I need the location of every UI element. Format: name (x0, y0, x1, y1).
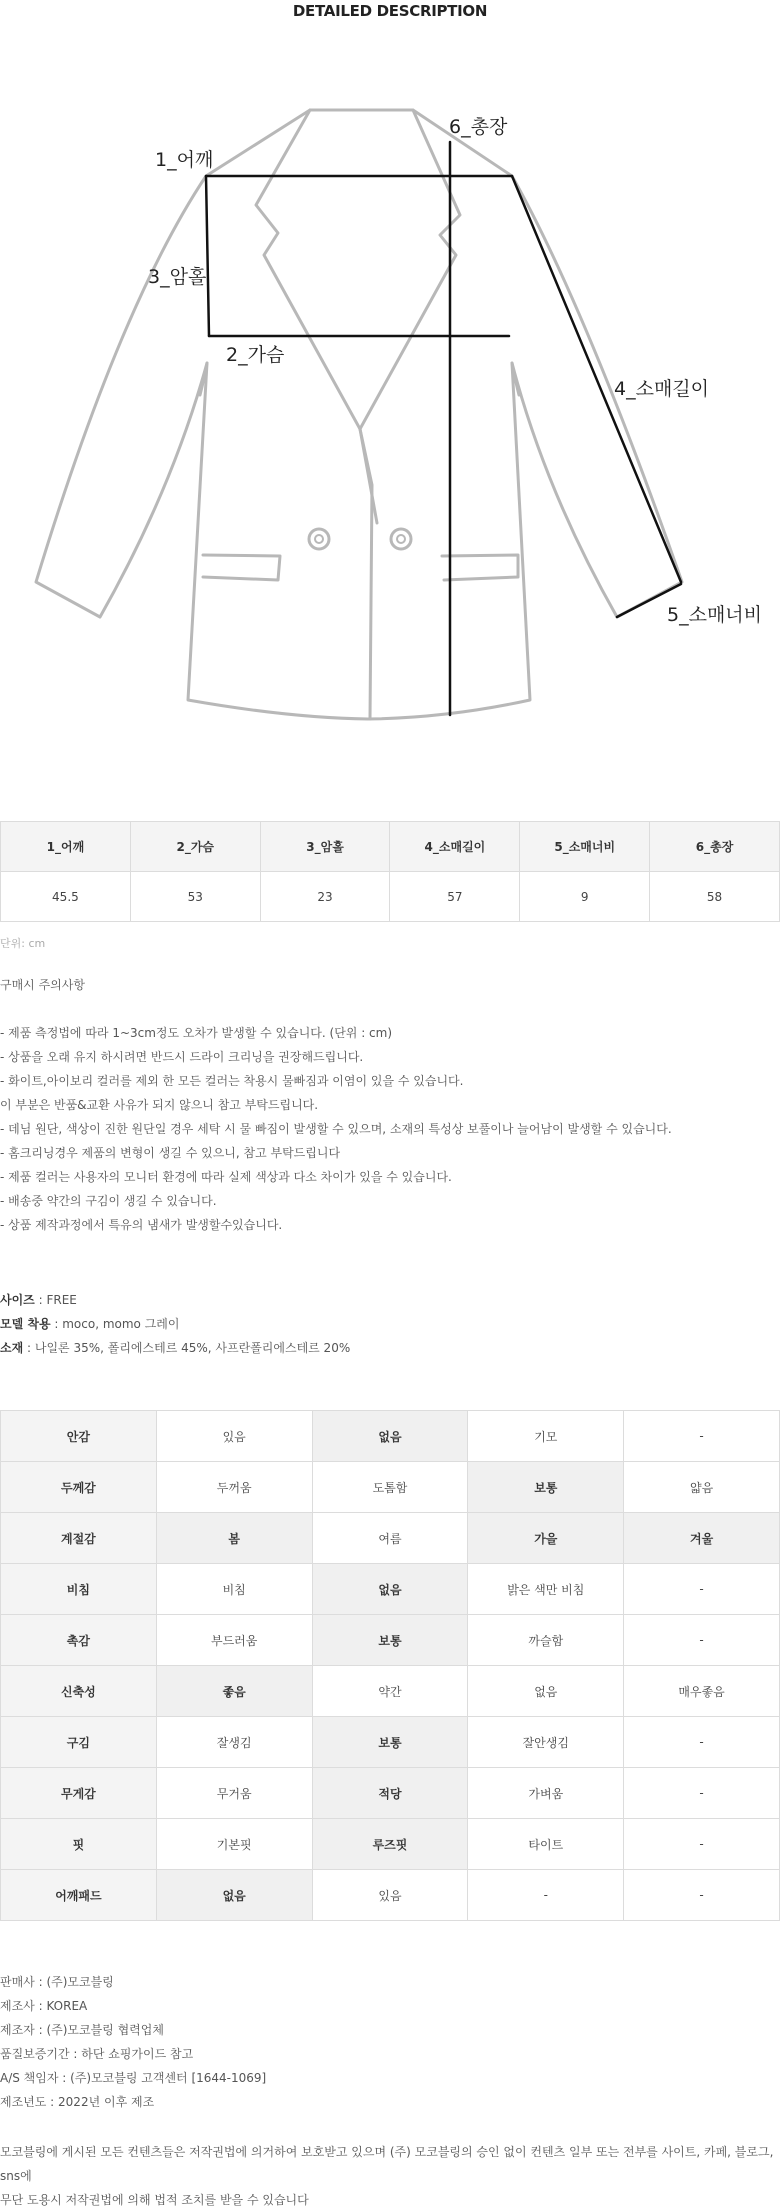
notes-heading: 구매시 주의사항 (0, 978, 85, 992)
fabric-attribute-label: 안감 (1, 1411, 157, 1462)
spec-material-label: 소재 (0, 1341, 24, 1355)
copyright-line: 모코블링에 게시된 모든 컨텐츠들은 저작권법에 의거하여 보호받고 있으며 (주) 모코블링의 승인 없이 컨텐츠 일부 또는 전부를 사이트, 카페, 블로그, sns에 (0, 2145, 774, 2183)
info-line: 제조년도 : 2022년 이후 제조 (0, 2095, 155, 2109)
fabric-option-cell: 여름 (312, 1513, 468, 1564)
size-table (0, 821, 780, 922)
fabric-option-cell: 무거움 (156, 1768, 312, 1819)
label-total-length: 6_총장 (449, 116, 508, 138)
size-value-sleeve-length: 57 (390, 872, 520, 922)
jacket-button-upper-hole (315, 535, 323, 543)
spec-material (0, 1336, 350, 1360)
fabric-option-cell: 매우좋음 (624, 1666, 780, 1717)
size-value-shoulder: 45.5 (1, 872, 131, 922)
fabric-option-cell: - (624, 1564, 780, 1615)
jacket-button-lower-hole (397, 535, 405, 543)
fabric-option-cell: 부드러움 (156, 1615, 312, 1666)
fabric-row (1, 1615, 780, 1666)
info-line: 품질보증기간 : 하단 쇼핑가이드 참고 (0, 2047, 194, 2061)
size-header-chest: 2_가슴 (130, 822, 260, 872)
label-shoulder: 1_어깨 (155, 149, 214, 171)
size-header-sleeve-length: 4_소매길이 (390, 822, 520, 872)
purchase-notes (0, 975, 780, 1237)
size-header-armhole: 3_암홀 (260, 822, 390, 872)
notes-line: - 상품 제작과정에서 특유의 냄새가 발생할수있습니다. (0, 1218, 283, 1232)
notes-line: - 제품 측정법에 따라 1~3cm정도 오차가 발생할 수 있습니다. (단위 : cm) (0, 1026, 393, 1040)
size-header-shoulder: 1_어깨 (1, 822, 131, 872)
fabric-row (1, 1666, 780, 1717)
size-value-armhole: 23 (260, 872, 390, 922)
size-value-chest: 53 (130, 872, 260, 922)
fabric-option-cell: 겨울 (624, 1513, 780, 1564)
fabric-option-cell: 루즈핏 (312, 1819, 468, 1870)
fabric-option-cell: 있음 (312, 1870, 468, 1921)
jacket-left-pocket (203, 555, 280, 580)
fabric-option-cell: - (624, 1615, 780, 1666)
fabric-option-cell: 밝은 색만 비침 (468, 1564, 624, 1615)
fabric-row (1, 1870, 780, 1921)
product-spec (0, 1288, 350, 1360)
fabric-option-cell: 있음 (156, 1411, 312, 1462)
fabric-option-cell: 좋음 (156, 1666, 312, 1717)
size-table-value-row (1, 872, 780, 922)
jacket-right-lapel (360, 110, 460, 523)
page-title: DETAILED DESCRIPTION (292, 2, 488, 20)
fabric-option-cell: 기모 (468, 1411, 624, 1462)
fabric-attribute-label: 무게감 (1, 1768, 157, 1819)
fabric-option-cell: 보통 (312, 1717, 468, 1768)
notes-line: 이 부분은 반품&교환 사유가 되지 않으니 참고 부탁드립니다. (0, 1098, 319, 1112)
armhole-measure-line (206, 176, 209, 336)
fabric-attribute-label: 계절감 (1, 1513, 157, 1564)
fabric-attribute-label: 핏 (1, 1819, 157, 1870)
fabric-option-cell: 적당 (312, 1768, 468, 1819)
jacket-measurement-diagram (0, 95, 780, 735)
size-header-total-length: 6_총장 (650, 822, 780, 872)
fabric-option-cell: 없음 (312, 1411, 468, 1462)
info-line: 제조자 : (주)모코블링 협력업체 (0, 2023, 164, 2037)
fabric-option-cell: 기본핏 (156, 1819, 312, 1870)
jacket-left-lapel (256, 110, 360, 429)
fabric-option-cell: - (624, 1870, 780, 1921)
fabric-row (1, 1513, 780, 1564)
fabric-option-cell: 타이트 (468, 1819, 624, 1870)
spec-model-label: 모델 착용 (0, 1317, 51, 1331)
fabric-option-cell: 보통 (468, 1462, 624, 1513)
size-value-total-length: 58 (650, 872, 780, 922)
fabric-option-cell: - (624, 1819, 780, 1870)
fabric-option-cell: 봄 (156, 1513, 312, 1564)
jacket-front-edge (360, 429, 372, 719)
spec-model-value: : moco, momo 그레이 (50, 1317, 180, 1331)
fabric-attribute-label: 신축성 (1, 1666, 157, 1717)
jacket-button-lower (391, 529, 411, 549)
info-line: 판매사 : (주)모코블링 (0, 1975, 114, 1989)
fabric-option-cell: 약간 (312, 1666, 468, 1717)
fabric-option-cell: 잘안생김 (468, 1717, 624, 1768)
size-table-header-row (1, 822, 780, 872)
notes-line: - 상품을 오래 유지 하시려면 반드시 드라이 크리닝을 권장해드립니다. (0, 1050, 364, 1064)
fabric-option-cell: 가벼움 (468, 1768, 624, 1819)
fabric-option-cell: - (468, 1870, 624, 1921)
label-chest: 2_가슴 (226, 344, 285, 366)
fabric-option-cell: 없음 (156, 1870, 312, 1921)
fabric-option-cell: 도톰함 (312, 1462, 468, 1513)
spec-material-value: : 나일론 35%, 폴리에스테르 45%, 사프란폴리에스테르 20% (23, 1341, 351, 1355)
fabric-option-cell: 두꺼움 (156, 1462, 312, 1513)
fabric-row (1, 1411, 780, 1462)
fabric-row (1, 1768, 780, 1819)
fabric-info-table (0, 1410, 780, 1921)
spec-size-label: 사이즈 (0, 1293, 35, 1307)
notes-line: - 배송중 약간의 구김이 생길 수 있습니다. (0, 1194, 217, 1208)
fabric-attribute-label: 두께감 (1, 1462, 157, 1513)
fabric-option-cell: 잘생김 (156, 1717, 312, 1768)
fabric-attribute-label: 구김 (1, 1717, 157, 1768)
seller-info (0, 1970, 266, 2114)
jacket-right-pocket (442, 555, 518, 580)
label-sleeve-width: 5_소매너비 (667, 604, 763, 626)
fabric-row (1, 1564, 780, 1615)
fabric-attribute-label: 촉감 (1, 1615, 157, 1666)
spec-size-value: : FREE (34, 1293, 77, 1307)
label-sleeve-length: 4_소매길이 (614, 378, 710, 400)
fabric-row (1, 1462, 780, 1513)
jacket-button-upper (309, 529, 329, 549)
fabric-option-cell: 보통 (312, 1615, 468, 1666)
fabric-option-cell: - (624, 1717, 780, 1768)
fabric-attribute-label: 비침 (1, 1564, 157, 1615)
size-value-sleeve-width: 9 (520, 872, 650, 922)
copyright-notice (0, 2140, 780, 2212)
fabric-option-cell: - (624, 1411, 780, 1462)
notes-line: - 화이트,아이보리 컬러를 제외 한 모든 컬러는 착용시 물빠짐과 이염이 있을 수 있습니다. (0, 1074, 464, 1088)
info-line: 제조사 : KOREA (0, 1999, 88, 2013)
fabric-attribute-label: 어깨패드 (1, 1870, 157, 1921)
info-line: A/S 책임자 : (주)모코블링 고객센터 [1644-1069] (0, 2071, 267, 2085)
unit-note: 단위: cm (0, 937, 46, 950)
label-armhole: 3_암홀 (148, 266, 207, 288)
notes-line: - 제품 컬러는 사용자의 모니터 환경에 따라 실제 색상과 다소 차이가 있을 수 있습니다. (0, 1170, 452, 1184)
jacket-body-outline (36, 110, 682, 719)
spec-model (0, 1312, 350, 1336)
fabric-row (1, 1717, 780, 1768)
notes-line: - 홈크리닝경우 제품의 변형이 생길 수 있으니, 참고 부탁드립니다 (0, 1146, 341, 1160)
fabric-option-cell: 까슬함 (468, 1615, 624, 1666)
size-header-sleeve-width: 5_소매너비 (520, 822, 650, 872)
copyright-line: 무단 도용시 저작권법에 의해 법적 조치를 받을 수 있습니다 (0, 2193, 309, 2207)
fabric-option-cell: 가을 (468, 1513, 624, 1564)
fabric-option-cell: 얇음 (624, 1462, 780, 1513)
fabric-option-cell: 없음 (312, 1564, 468, 1615)
fabric-row (1, 1819, 780, 1870)
notes-line: - 데님 원단, 색상이 진한 원단일 경우 세탁 시 물 빠짐이 발생할 수 있으며, 소재의 특성상 보풀이나 늘어남이 발생할 수 있습니다. (0, 1122, 672, 1136)
fabric-option-cell: 비침 (156, 1564, 312, 1615)
spec-size (0, 1288, 350, 1312)
fabric-option-cell: - (624, 1768, 780, 1819)
fabric-option-cell: 없음 (468, 1666, 624, 1717)
